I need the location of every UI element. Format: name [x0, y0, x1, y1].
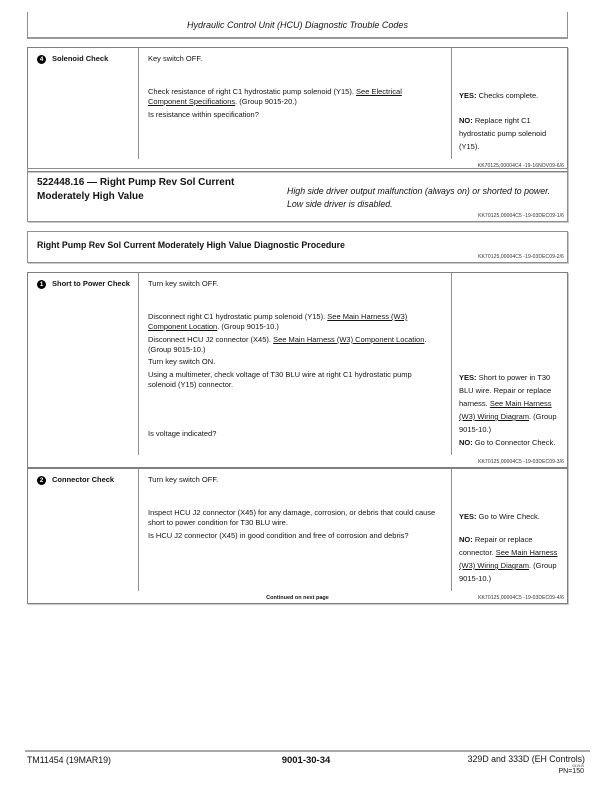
xref-link[interactable]: See Electrical Component Specifications: [148, 87, 402, 106]
step-cell: [28, 48, 139, 159]
no-result: NO: Repair or replace connector. See Main Harness (W3) Wiring Diagram. (Group 9015-10.): [459, 535, 558, 583]
print-date-code: 031919: [572, 764, 584, 768]
table-footer: [28, 455, 567, 467]
procedure-text: Inspect HCU J2 connector (X45) for any damage, corrosion, or debris that could cause short to power condition for T30 BLU wire.: [148, 508, 436, 527]
table-footer: [28, 591, 567, 603]
result-cell: [452, 469, 567, 591]
procedure-text: Disconnect right C1 hydrostatic pump solenoid (Y15). See Main Harness (W3) Component Location. (Group 9015-10.): [148, 312, 408, 331]
step-number-icon: 2: [37, 476, 46, 485]
yes-result: YES: Checks complete.: [459, 91, 539, 100]
step-number-icon: 4: [37, 55, 46, 64]
model-reference: 329D and 333D (EH Controls): [467, 754, 585, 764]
xref-link[interactable]: See Main Harness (W3) Wiring Diagram: [459, 399, 552, 421]
table-body: [28, 469, 567, 591]
dtc-code-title: 522448.16 — Right Pump Rev Sol Current Moderately High Value: [37, 177, 235, 202]
revision-code: KK70125,00004C5 -19-03DEC09-2/6: [478, 254, 564, 260]
connector-check-table: [27, 468, 568, 604]
pn-number: PN=150: [558, 768, 584, 775]
manual-number: TM11454 (19MAR19): [27, 755, 111, 765]
revision-code: KK70125,00004C5 -19-03DEC09-1/6: [478, 213, 564, 219]
procedure-text: Using a multimeter, check voltage of T30 BLU wire at right C1 hydrostatic pump solenoid (Y15) connector.: [148, 370, 412, 389]
step-cell: [28, 273, 139, 455]
step-cell: [28, 469, 139, 591]
continued-note: Continued on next page: [266, 595, 329, 601]
procedure-question: Is resistance within specification?: [148, 110, 259, 119]
procedure-text: Turn key switch OFF.: [148, 475, 219, 484]
no-result: NO: Go to Connector Check.: [459, 438, 556, 447]
procedure-cell: [139, 273, 452, 455]
revision-code: KK70125,00004C5 -19-03DEC09-4/6: [478, 595, 564, 601]
procedure-text: Check resistance of right C1 hydrostatic pump solenoid (Y15). See Electrical Component Specifications. (Group 9015-20.): [148, 87, 402, 106]
step-label: Short to Power Check: [52, 279, 130, 288]
xref-link[interactable]: See Main Harness (W3) Wiring Diagram: [459, 548, 558, 570]
yes-result: YES: Short to power in T30 BLU wire. Repair or replace harness. See Main Harness (W3) Wiring Diagram. (Group 9015-10.): [459, 373, 557, 434]
procedure-text: Turn key switch OFF.: [148, 279, 219, 288]
short-to-power-check-table: [27, 272, 568, 468]
procedure-text: Disconnect HCU J2 connector (X45). See Main Harness (W3) Component Location. (Group 9015-10.): [148, 335, 427, 354]
step-label: Solenoid Check: [52, 54, 109, 63]
procedure-text: Turn key switch ON.: [148, 357, 216, 366]
procedure-cell: [139, 48, 452, 159]
no-result: NO: Replace right C1 hydrostatic pump solenoid (Y15).: [459, 116, 547, 151]
xref-link[interactable]: See Main Harness (W3) Component Location: [273, 335, 425, 344]
revision-code: KK70125,00004C4 -19-16NOV09-6/6: [477, 163, 564, 169]
footer-divider: [25, 750, 590, 752]
procedure-question: Is HCU J2 connector (X45) in good condition and free of corrosion and debris?: [148, 531, 409, 540]
page-number: 9001-30-34: [281, 755, 331, 766]
table-body: [28, 48, 567, 159]
xref-link[interactable]: See Main Harness (W3) Component Location: [148, 312, 408, 331]
procedure-text: Key switch OFF.: [148, 54, 203, 63]
result-cell: [452, 48, 567, 159]
procedure-question: Is voltage indicated?: [148, 429, 217, 438]
result-cell: [452, 273, 567, 455]
running-head: [27, 12, 568, 39]
yes-result: YES: Go to Wire Check.: [459, 512, 540, 521]
step-number-icon: 1: [37, 280, 46, 289]
table-body: [28, 273, 567, 455]
dtc-heading-box: [27, 168, 568, 222]
procedure-cell: [139, 469, 452, 591]
procedure-title-bar: [27, 231, 568, 263]
revision-code: KK70125,00004C5 -19-03DEC09-3/6: [478, 459, 564, 465]
procedure-title: Right Pump Rev Sol Current Moderately High Value Diagnostic Procedure: [37, 240, 345, 250]
solenoid-check-table: [27, 47, 568, 172]
step-label: Connector Check: [52, 475, 115, 484]
page-title: Hydraulic Control Unit (HCU) Diagnostic Trouble Codes: [187, 19, 408, 30]
dtc-description: High side driver output malfunction (always on) or shorted to power. Low side driver is disabled.: [287, 186, 551, 209]
